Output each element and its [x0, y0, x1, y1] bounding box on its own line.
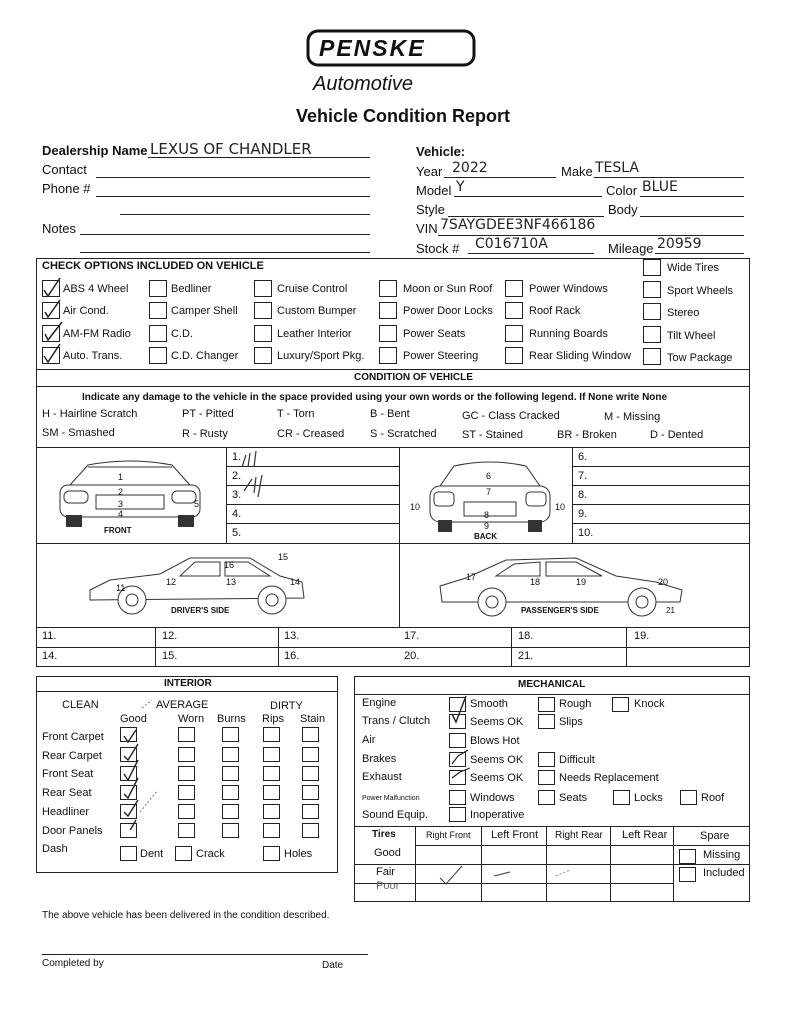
interior-checkbox[interactable]	[263, 823, 280, 838]
dash-dent-label: Dent	[140, 848, 164, 860]
diagram-top-rule	[36, 447, 750, 448]
engine-knock-checkbox[interactable]	[612, 697, 629, 712]
option-custom-bumper-label: Custom Bumper	[277, 305, 357, 317]
logo-brand: PENSKE	[319, 35, 426, 61]
model-label: Model	[416, 183, 452, 198]
dealership-line	[148, 157, 370, 158]
option-cd-changer-label: C.D. Changer	[171, 350, 239, 362]
grid-top-rule	[36, 627, 750, 628]
tires-header-rr: Right Rear	[555, 830, 603, 841]
damage-num-10[interactable]: 10.	[578, 527, 594, 539]
interior-checkbox[interactable]	[178, 747, 195, 762]
engine-rough-checkbox[interactable]	[538, 697, 555, 712]
dealership-label: Dealership Name	[42, 143, 148, 158]
car-front-diagram	[50, 455, 210, 535]
grid-num-14[interactable]: 14.	[42, 650, 58, 662]
phone-line[interactable]	[96, 196, 370, 197]
mileage-value[interactable]: 20959	[657, 236, 702, 252]
interior-row-front-carpet: Front Carpet	[42, 731, 104, 743]
legend-b: B - Bent	[370, 408, 410, 420]
mechanical-heading-rule	[354, 694, 750, 695]
color-label: Color	[606, 183, 638, 198]
car-back-diagram	[420, 458, 560, 538]
dash-holes-checkbox[interactable]	[263, 846, 280, 861]
option-camper-shell-label: Camper Shell	[171, 305, 238, 317]
option-roof-rack-label: Roof Rack	[529, 305, 581, 317]
legend-r: R - Rusty	[182, 428, 228, 440]
brakes-ok-label: Seems OK	[470, 754, 524, 766]
passenger-mark-20: 20	[658, 577, 669, 587]
interior-checkbox[interactable]	[263, 785, 280, 800]
grid-num-13[interactable]: 13.	[284, 630, 300, 642]
option-tow-package-label: Tow Package	[667, 352, 733, 364]
checkbox-leather[interactable]	[254, 325, 272, 342]
mechanical-heading: MECHANICAL	[518, 679, 586, 690]
logo-sub: Automotive	[313, 73, 414, 95]
power-seats-label: Seats	[559, 792, 588, 804]
color-value[interactable]: BLUE	[642, 179, 678, 195]
diagram-center-divider	[399, 447, 400, 627]
check-marks-interior	[118, 700, 178, 830]
dash-crack-label: Crack	[196, 848, 225, 860]
interior-row-dash: Dash	[42, 843, 68, 855]
interior-checkbox[interactable]	[302, 804, 319, 819]
interior-row-rear-carpet: Rear Carpet	[42, 750, 102, 762]
completed-by-label: Completed by	[42, 958, 104, 969]
driver-side-label: DRIVER'S SIDE	[171, 606, 230, 615]
option-power-seats-label: Power Seats	[403, 328, 466, 340]
spare-included-checkbox[interactable]	[679, 867, 696, 882]
interior-checkbox[interactable]	[263, 747, 280, 762]
option-power-locks-label: Power Door Locks	[403, 305, 493, 317]
interior-checkbox[interactable]	[302, 727, 319, 742]
logo	[305, 28, 477, 68]
driver-mark-15: 15	[278, 552, 289, 562]
front-mark-1: 1	[118, 472, 124, 482]
checkbox-running-boards[interactable]	[505, 325, 523, 342]
checkbox-rear-sliding[interactable]	[505, 347, 523, 364]
nums-rule	[572, 523, 750, 524]
interior-checkbox[interactable]	[302, 747, 319, 762]
trans-slips-checkbox[interactable]	[538, 714, 555, 729]
engine-knock-label: Knock	[634, 698, 665, 710]
notes-line-1[interactable]	[120, 214, 370, 215]
interior-row-rear-seat: Rear Seat	[42, 787, 92, 799]
model-line	[454, 196, 602, 197]
front-mark-4: 4	[118, 509, 124, 519]
grid-num-21[interactable]: 21.	[518, 650, 534, 662]
condition-heading: CONDITION OF VEHICLE	[354, 372, 473, 383]
power-windows-label: Windows	[470, 792, 515, 804]
contact-line[interactable]	[96, 177, 370, 178]
passenger-mark-21: 21	[666, 606, 675, 615]
damage-num-7[interactable]: 7.	[578, 470, 588, 482]
interior-checkbox[interactable]	[178, 823, 195, 838]
nums-rule	[572, 466, 750, 467]
interior-clean: CLEAN	[62, 699, 99, 711]
grid-num-12[interactable]: 12.	[162, 630, 178, 642]
tires-row-good: Good	[374, 847, 401, 859]
interior-checkbox[interactable]	[302, 766, 319, 781]
back-label: BACK	[474, 532, 498, 541]
trans-slips-label: Slips	[559, 716, 583, 728]
interior-checkbox[interactable]	[222, 823, 239, 838]
legend-s: S - Scratched	[370, 428, 437, 440]
back-mark-9: 9	[484, 521, 490, 531]
nums-rule	[572, 485, 750, 486]
make-value[interactable]: TESLA	[595, 160, 639, 176]
spare-missing-checkbox[interactable]	[679, 849, 696, 864]
option-stereo-label: Stereo	[667, 307, 700, 319]
grid-col	[155, 627, 156, 667]
grid-num-18[interactable]: 18.	[518, 630, 534, 642]
mech-trans-label: Trans / Clutch	[362, 715, 431, 727]
option-auto-trans-label: Auto. Trans.	[63, 350, 123, 362]
front-mark-5: 5	[194, 499, 200, 509]
make-label: Make	[561, 164, 593, 179]
interior-checkbox[interactable]	[222, 727, 239, 742]
legend-h: H - Hairline Scratch	[42, 408, 138, 420]
interior-checkbox[interactable]	[263, 727, 280, 742]
checkbox-roof-rack[interactable]	[505, 302, 523, 319]
exhaust-ok-label: Seems OK	[470, 772, 524, 784]
grid-num-11[interactable]: 11.	[42, 630, 57, 642]
interior-checkbox[interactable]	[222, 785, 239, 800]
stock-value[interactable]: C016710A	[475, 236, 548, 252]
delivered-statement: The above vehicle has been delivered in the condition described.	[42, 910, 330, 921]
checkbox-luxury[interactable]	[254, 347, 272, 364]
tires-header-tires: Tires	[372, 829, 396, 840]
mech-engine-label: Engine	[362, 697, 397, 709]
option-bedliner-label: Bedliner	[171, 283, 212, 295]
tires-row-poor: Poor	[376, 880, 400, 892]
front-mark-3: 3	[118, 499, 124, 509]
checkbox-camper-shell[interactable]	[149, 302, 167, 319]
option-running-boards-label: Running Boards	[529, 328, 608, 340]
interior-checkbox[interactable]	[178, 804, 195, 819]
checkbox-custom-bumper[interactable]	[254, 302, 272, 319]
interior-checkbox[interactable]	[178, 766, 195, 781]
interior-col-stain: Stain	[300, 713, 326, 725]
grid-mid-rule	[36, 647, 750, 648]
interior-average: AVERAGE	[156, 699, 209, 711]
damage-num-6[interactable]: 6.	[578, 451, 588, 463]
diagram-mid-rule	[36, 543, 750, 544]
interior-checkbox[interactable]	[222, 804, 239, 819]
tires-col	[610, 826, 611, 902]
damage-num-1[interactable]: 1.	[232, 451, 242, 463]
front-mark-2: 2	[118, 487, 124, 497]
mech-exhaust-label: Exhaust	[362, 771, 402, 783]
exhaust-needs-replacement-label: Needs Replacement	[559, 772, 659, 784]
interior-checkbox[interactable]	[302, 785, 319, 800]
nums-rule	[226, 523, 399, 524]
driver-mark-12: 12	[166, 577, 177, 587]
notes-label: Notes	[42, 221, 76, 236]
exhaust-needs-replacement-checkbox[interactable]	[538, 770, 555, 785]
legend-d: D - Dented	[650, 429, 704, 441]
tires-header-lr: Left Rear	[622, 829, 668, 841]
option-rear-sliding-label: Rear Sliding Window	[529, 350, 632, 362]
sound-inoperative-label: Inoperative	[470, 809, 525, 821]
legend-m: M - Missing	[604, 411, 661, 423]
notes-line-3[interactable]	[80, 252, 370, 253]
air-blows-hot-label: Blows Hot	[470, 735, 520, 747]
damage-num-4[interactable]: 4.	[232, 508, 242, 520]
style-label: Style	[416, 202, 445, 217]
brakes-difficult-label: Difficult	[559, 754, 595, 766]
option-cd-label: C.D.	[171, 328, 193, 340]
checkbox-stereo[interactable]	[643, 303, 661, 320]
option-power-steering-label: Power Steering	[403, 350, 479, 362]
power-windows-checkbox[interactable]	[449, 790, 466, 805]
diagram-left-nums-divider	[226, 447, 227, 543]
interior-col-burns: Burns	[217, 713, 246, 725]
checkbox-bedliner[interactable]	[149, 280, 167, 297]
handwritten-marks-damage	[236, 445, 286, 505]
interior-checkbox[interactable]	[222, 766, 239, 781]
legend-t: T - Torn	[277, 408, 315, 420]
model-value[interactable]: Y	[456, 179, 465, 195]
body-label: Body	[608, 202, 638, 217]
checkbox-cd[interactable]	[149, 325, 167, 342]
power-seats-checkbox[interactable]	[538, 790, 555, 805]
grid-num-17[interactable]: 17.	[404, 630, 420, 642]
passenger-mark-18: 18	[530, 577, 541, 587]
vehicle-heading: Vehicle:	[416, 144, 466, 159]
power-locks-label: Locks	[634, 792, 663, 804]
interior-dirty: DIRTY	[270, 700, 303, 712]
legend-gc: GC - Class Cracked	[462, 410, 560, 422]
stock-label: Stock #	[416, 241, 460, 256]
condition-instruction: Indicate any damage to the vehicle in the space provided using your own words or the following legend. If None write None	[82, 392, 668, 403]
option-sport-wheels-label: Sport Wheels	[667, 285, 734, 297]
driver-mark-16: 16	[224, 560, 235, 570]
power-roof-checkbox[interactable]	[680, 790, 697, 805]
checkbox-cd-changer[interactable]	[149, 347, 167, 364]
tires-header-rule	[415, 845, 750, 846]
condition-heading-rule	[36, 386, 750, 387]
driver-mark-13: 13	[226, 577, 237, 587]
checkbox-sport-wheels[interactable]	[643, 281, 661, 298]
mileage-line	[655, 253, 744, 254]
legend-st: ST - Stained	[462, 429, 523, 441]
interior-heading: INTERIOR	[164, 678, 212, 689]
checkbox-cruise[interactable]	[254, 280, 272, 297]
interior-row-door-panels: Door Panels	[42, 825, 103, 837]
checkbox-power-seats[interactable]	[379, 325, 397, 342]
grid-col	[511, 627, 512, 667]
option-am-fm-label: AM-FM Radio	[63, 328, 131, 340]
tires-header-lf: Left Front	[491, 829, 539, 841]
tires-header-spare: Spare	[700, 830, 730, 842]
phone-label: Phone #	[42, 181, 91, 196]
interior-heading-rule	[36, 691, 338, 692]
vin-label: VIN	[416, 221, 438, 236]
mileage-label: Mileage	[608, 241, 654, 256]
power-locks-checkbox[interactable]	[613, 790, 630, 805]
checkbox-tow-package[interactable]	[643, 348, 661, 365]
damage-num-5[interactable]: 5.	[232, 527, 242, 539]
option-leather-label: Leather Interior	[277, 328, 352, 340]
option-power-windows-label: Power Windows	[529, 283, 608, 295]
interior-col-worn: Worn	[178, 713, 205, 725]
back-mark-7: 7	[486, 487, 492, 497]
legend-pt: PT - Pitted	[182, 408, 234, 420]
checkbox-power-steering[interactable]	[379, 347, 397, 364]
driver-mark-14: 14	[290, 577, 301, 587]
nums-rule	[572, 504, 750, 505]
passenger-mark-17: 17	[466, 572, 477, 582]
grid-num-15[interactable]: 15.	[162, 650, 178, 662]
color-line	[640, 196, 744, 197]
option-moon-roof-label: Moon or Sun Roof	[403, 283, 493, 295]
page-title: Vehicle Condition Report	[296, 106, 511, 126]
damage-num-2[interactable]: 2.	[232, 470, 242, 482]
damage-num-8[interactable]: 8.	[578, 489, 588, 501]
back-mark-6: 6	[486, 471, 492, 481]
dash-crack-checkbox[interactable]	[175, 846, 192, 861]
vin-value[interactable]: 7SAYGDEE3NF466186	[440, 217, 596, 233]
grid-num-16[interactable]: 16.	[284, 650, 300, 662]
option-luxury-label: Luxury/Sport Pkg.	[277, 350, 365, 362]
front-label: FRONT	[104, 526, 132, 535]
dealership-value[interactable]: LEXUS OF CHANDLER	[150, 140, 312, 158]
interior-checkbox[interactable]	[263, 804, 280, 819]
engine-rough-label: Rough	[559, 698, 592, 710]
check-marks-tires	[430, 860, 610, 890]
trans-ok-label: Seems OK	[470, 716, 524, 728]
grid-num-19[interactable]: 19.	[634, 630, 650, 642]
mech-brakes-label: Brakes	[362, 753, 397, 765]
year-label: Year	[416, 164, 443, 179]
passenger-side-label: PASSENGER'S SIDE	[521, 606, 599, 615]
make-line	[594, 177, 744, 178]
interior-checkbox[interactable]	[222, 747, 239, 762]
passenger-mark-19: 19	[576, 577, 587, 587]
tires-col	[415, 826, 416, 902]
interior-row-front-seat: Front Seat	[42, 768, 94, 780]
option-air-cond-label: Air Cond.	[63, 305, 109, 317]
driver-mark-11: 11	[116, 583, 126, 593]
body-line[interactable]	[640, 216, 744, 217]
completed-by-line[interactable]	[42, 954, 368, 955]
checkbox-tilt-wheel[interactable]	[643, 326, 661, 343]
grid-col	[626, 627, 627, 667]
checkbox-moon-roof[interactable]	[379, 280, 397, 297]
dash-dent-checkbox[interactable]	[120, 846, 137, 861]
interior-col-rips: Rips	[262, 713, 285, 725]
interior-checkbox[interactable]	[263, 766, 280, 781]
checkbox-power-locks[interactable]	[379, 302, 397, 319]
legend-sm: SM - Smashed	[42, 427, 115, 439]
checkbox-power-windows[interactable]	[505, 280, 523, 297]
mech-power-label: Power Malfunction	[362, 795, 420, 802]
spare-missing-label: Missing	[703, 849, 741, 861]
engine-smooth-label: Smooth	[470, 698, 508, 710]
spare-included-label: Included	[703, 867, 745, 879]
tires-col	[673, 826, 674, 902]
interior-checkbox[interactable]	[302, 823, 319, 838]
interior-row-headliner: Headliner	[42, 806, 90, 818]
sound-inoperative-checkbox[interactable]	[449, 807, 466, 822]
back-mark-10-left: 10	[410, 502, 421, 512]
back-mark-8: 8	[484, 510, 490, 520]
interior-checkbox[interactable]	[178, 727, 195, 742]
power-roof-label: Roof	[701, 792, 725, 804]
legend-cr: CR - Creased	[277, 428, 345, 440]
year-line	[444, 177, 556, 178]
notes-line-2[interactable]	[80, 234, 370, 235]
mech-sound-label: Sound Equip.	[362, 809, 429, 821]
mech-air-label: Air	[362, 734, 376, 746]
stock-line	[468, 253, 594, 254]
brakes-difficult-checkbox[interactable]	[538, 752, 555, 767]
option-tilt-wheel-label: Tilt Wheel	[667, 330, 716, 342]
interior-col-good: Good	[120, 713, 147, 725]
interior-checkbox[interactable]	[178, 785, 195, 800]
checkbox-wide-tires[interactable]	[643, 259, 661, 276]
check-marks-options	[38, 274, 78, 374]
option-cruise-label: Cruise Control	[277, 283, 348, 295]
date-label: Date	[322, 960, 344, 971]
check-marks-mechanical	[448, 692, 488, 782]
back-mark-10-right: 10	[555, 502, 566, 512]
options-heading: CHECK OPTIONS INCLUDED ON VEHICLE	[42, 260, 264, 272]
dash-holes-label: Holes	[284, 848, 313, 860]
contact-label: Contact	[42, 162, 87, 177]
grid-col	[278, 627, 279, 667]
diagram-right-nums-divider	[572, 447, 573, 543]
damage-num-3[interactable]: 3.	[232, 489, 242, 501]
tires-header-rf: Right Front	[426, 830, 471, 840]
grid-num-20[interactable]: 20.	[404, 650, 420, 662]
tires-top-rule	[354, 826, 750, 827]
tires-row-fair: Fair	[376, 866, 395, 878]
option-abs-label: ABS 4 Wheel	[63, 283, 129, 295]
damage-num-9[interactable]: 9.	[578, 508, 588, 520]
option-wide-tires-label: Wide Tires	[667, 262, 719, 274]
year-value[interactable]: 2022	[452, 160, 488, 176]
legend-br: BR - Broken	[557, 429, 617, 441]
